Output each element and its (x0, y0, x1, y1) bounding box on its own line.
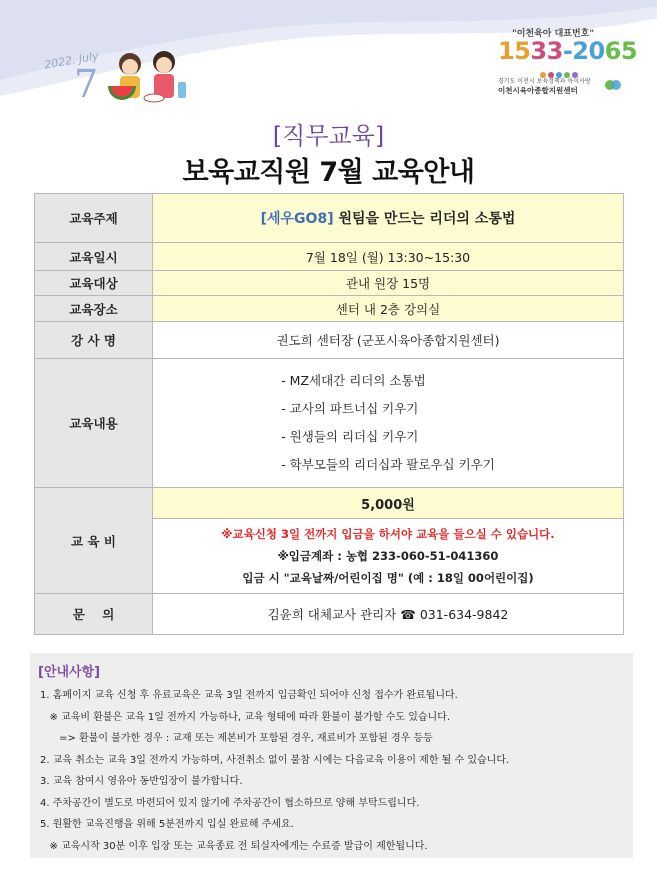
hotline-part: 33 (530, 37, 563, 65)
fee-deadline-note: ※교육신청 3일 전까지 입금을 하셔야 교육을 들으실 수 있습니다. (221, 527, 555, 541)
notice-item: ※ 교육비 환불은 교육 1일 전까지 가능하나, 교육 형태에 따라 환불이 불가할 수도 있습니다. (40, 711, 451, 723)
table-row (35, 243, 624, 271)
year-label: 2022. July (43, 49, 100, 72)
table-row (35, 488, 624, 519)
table-row (35, 594, 624, 635)
notice-title: [안내사항] (38, 665, 101, 680)
place-value: 센터 내 2층 강의실 (153, 296, 624, 322)
topic-code: [세우GO8] (260, 211, 334, 227)
center-affiliation: 경기도 이천시 보육정책과 아이사랑 (498, 78, 591, 85)
topic-text: 원팀을 만드는 리더의 소통법 (333, 211, 516, 227)
hotline-part: 65 (604, 37, 638, 65)
notice-item: 4. 주차공간이 별도로 마련되어 있지 않기에 주차공간이 협소하므로 양해 부탁드립니다. (40, 797, 420, 809)
target-value: 관내 원장 15명 (153, 271, 624, 296)
list-item: - MZ세대간 리더의 소통법 (281, 373, 426, 388)
content-value (153, 359, 624, 488)
notice-box (30, 653, 633, 858)
hotline-part: -20 (562, 37, 605, 65)
notice-item: 1. 홈페이지 교육 신청 후 유료교육은 교육 3일 전까지 입금확인 되어야 신청 접수가 완료됩니다. (40, 690, 458, 701)
center-name: 이천시육아종합지원센터 (498, 86, 578, 95)
page-title: 보육교직원 7월 교육안내 (182, 157, 475, 188)
inquiry-label: 문 의 (35, 594, 153, 635)
table-row (35, 271, 624, 296)
table-row (35, 296, 624, 322)
notice-item: 5. 원활한 교육진행을 위해 5분전까지 입실 완료해 주세요. (40, 819, 294, 830)
page-subtitle: [직무교육] (272, 122, 385, 150)
lecturer-label: 강 사 명 (35, 322, 153, 359)
hotline-number (498, 37, 637, 65)
fee-account: ※입금계좌 : 농협 233-060-51-041360 (277, 549, 499, 563)
center-logo-icon (604, 78, 622, 92)
date-label: 교육일시 (35, 243, 153, 271)
children-illustration (106, 46, 192, 108)
content-list (281, 367, 495, 479)
inquiry-value: 김윤희 대체교사 관리자 ☎ 031-634-9842 (153, 594, 624, 635)
fee-deposit-format: 입금 시 "교육날짜/어린이집 명" (예 : 18일 00어린이집) (242, 571, 534, 585)
date-value: 7월 18일 (월) 13:30~15:30 (153, 243, 624, 271)
table-row (35, 322, 624, 359)
notice-item: 3. 교육 참여시 영유아 동반입장이 불가합니다. (40, 776, 243, 787)
notice-item: ※ 교육시작 30분 이후 입장 또는 교육종료 전 퇴실자에게는 수료증 발급이 제한됩니다. (40, 840, 428, 852)
topic-label: 교육주제 (35, 194, 153, 243)
topic-value (153, 194, 624, 243)
place-label: 교육장소 (35, 296, 153, 322)
target-label: 교육대상 (35, 271, 153, 296)
list-item: - 원생들의 리더십 키우기 (281, 429, 419, 444)
list-item: - 학부모들의 리더십과 팔로우십 키우기 (281, 457, 495, 472)
notice-item: 2. 교육 취소는 교육 3일 전까지 가능하며, 사전취소 없이 불참 시에는 다음교육 이용이 제한 될 수 있습니다. (40, 754, 510, 766)
hotline-label: "이천육아 대표번호" (512, 29, 595, 39)
month-number: 7 (74, 62, 99, 106)
fee-amount: 5,000원 (153, 488, 624, 519)
fee-details (153, 519, 624, 594)
fee-label: 교 육 비 (35, 488, 153, 594)
list-item: - 교사의 파트너십 키우기 (281, 401, 419, 416)
table-row (35, 194, 624, 243)
education-info-table (34, 193, 624, 635)
lecturer-value: 권도희 센터장 (군포시육아종합지원센터) (153, 322, 624, 359)
hotline-part: 15 (498, 37, 531, 65)
notice-item: => 환불이 불가한 경우 : 교재 또는 제본비가 포함된 경우, 재료비가 포함된 경우 등등 (40, 733, 433, 744)
content-label: 교육내용 (35, 359, 153, 488)
table-row (35, 359, 624, 488)
notice-list (40, 685, 509, 857)
